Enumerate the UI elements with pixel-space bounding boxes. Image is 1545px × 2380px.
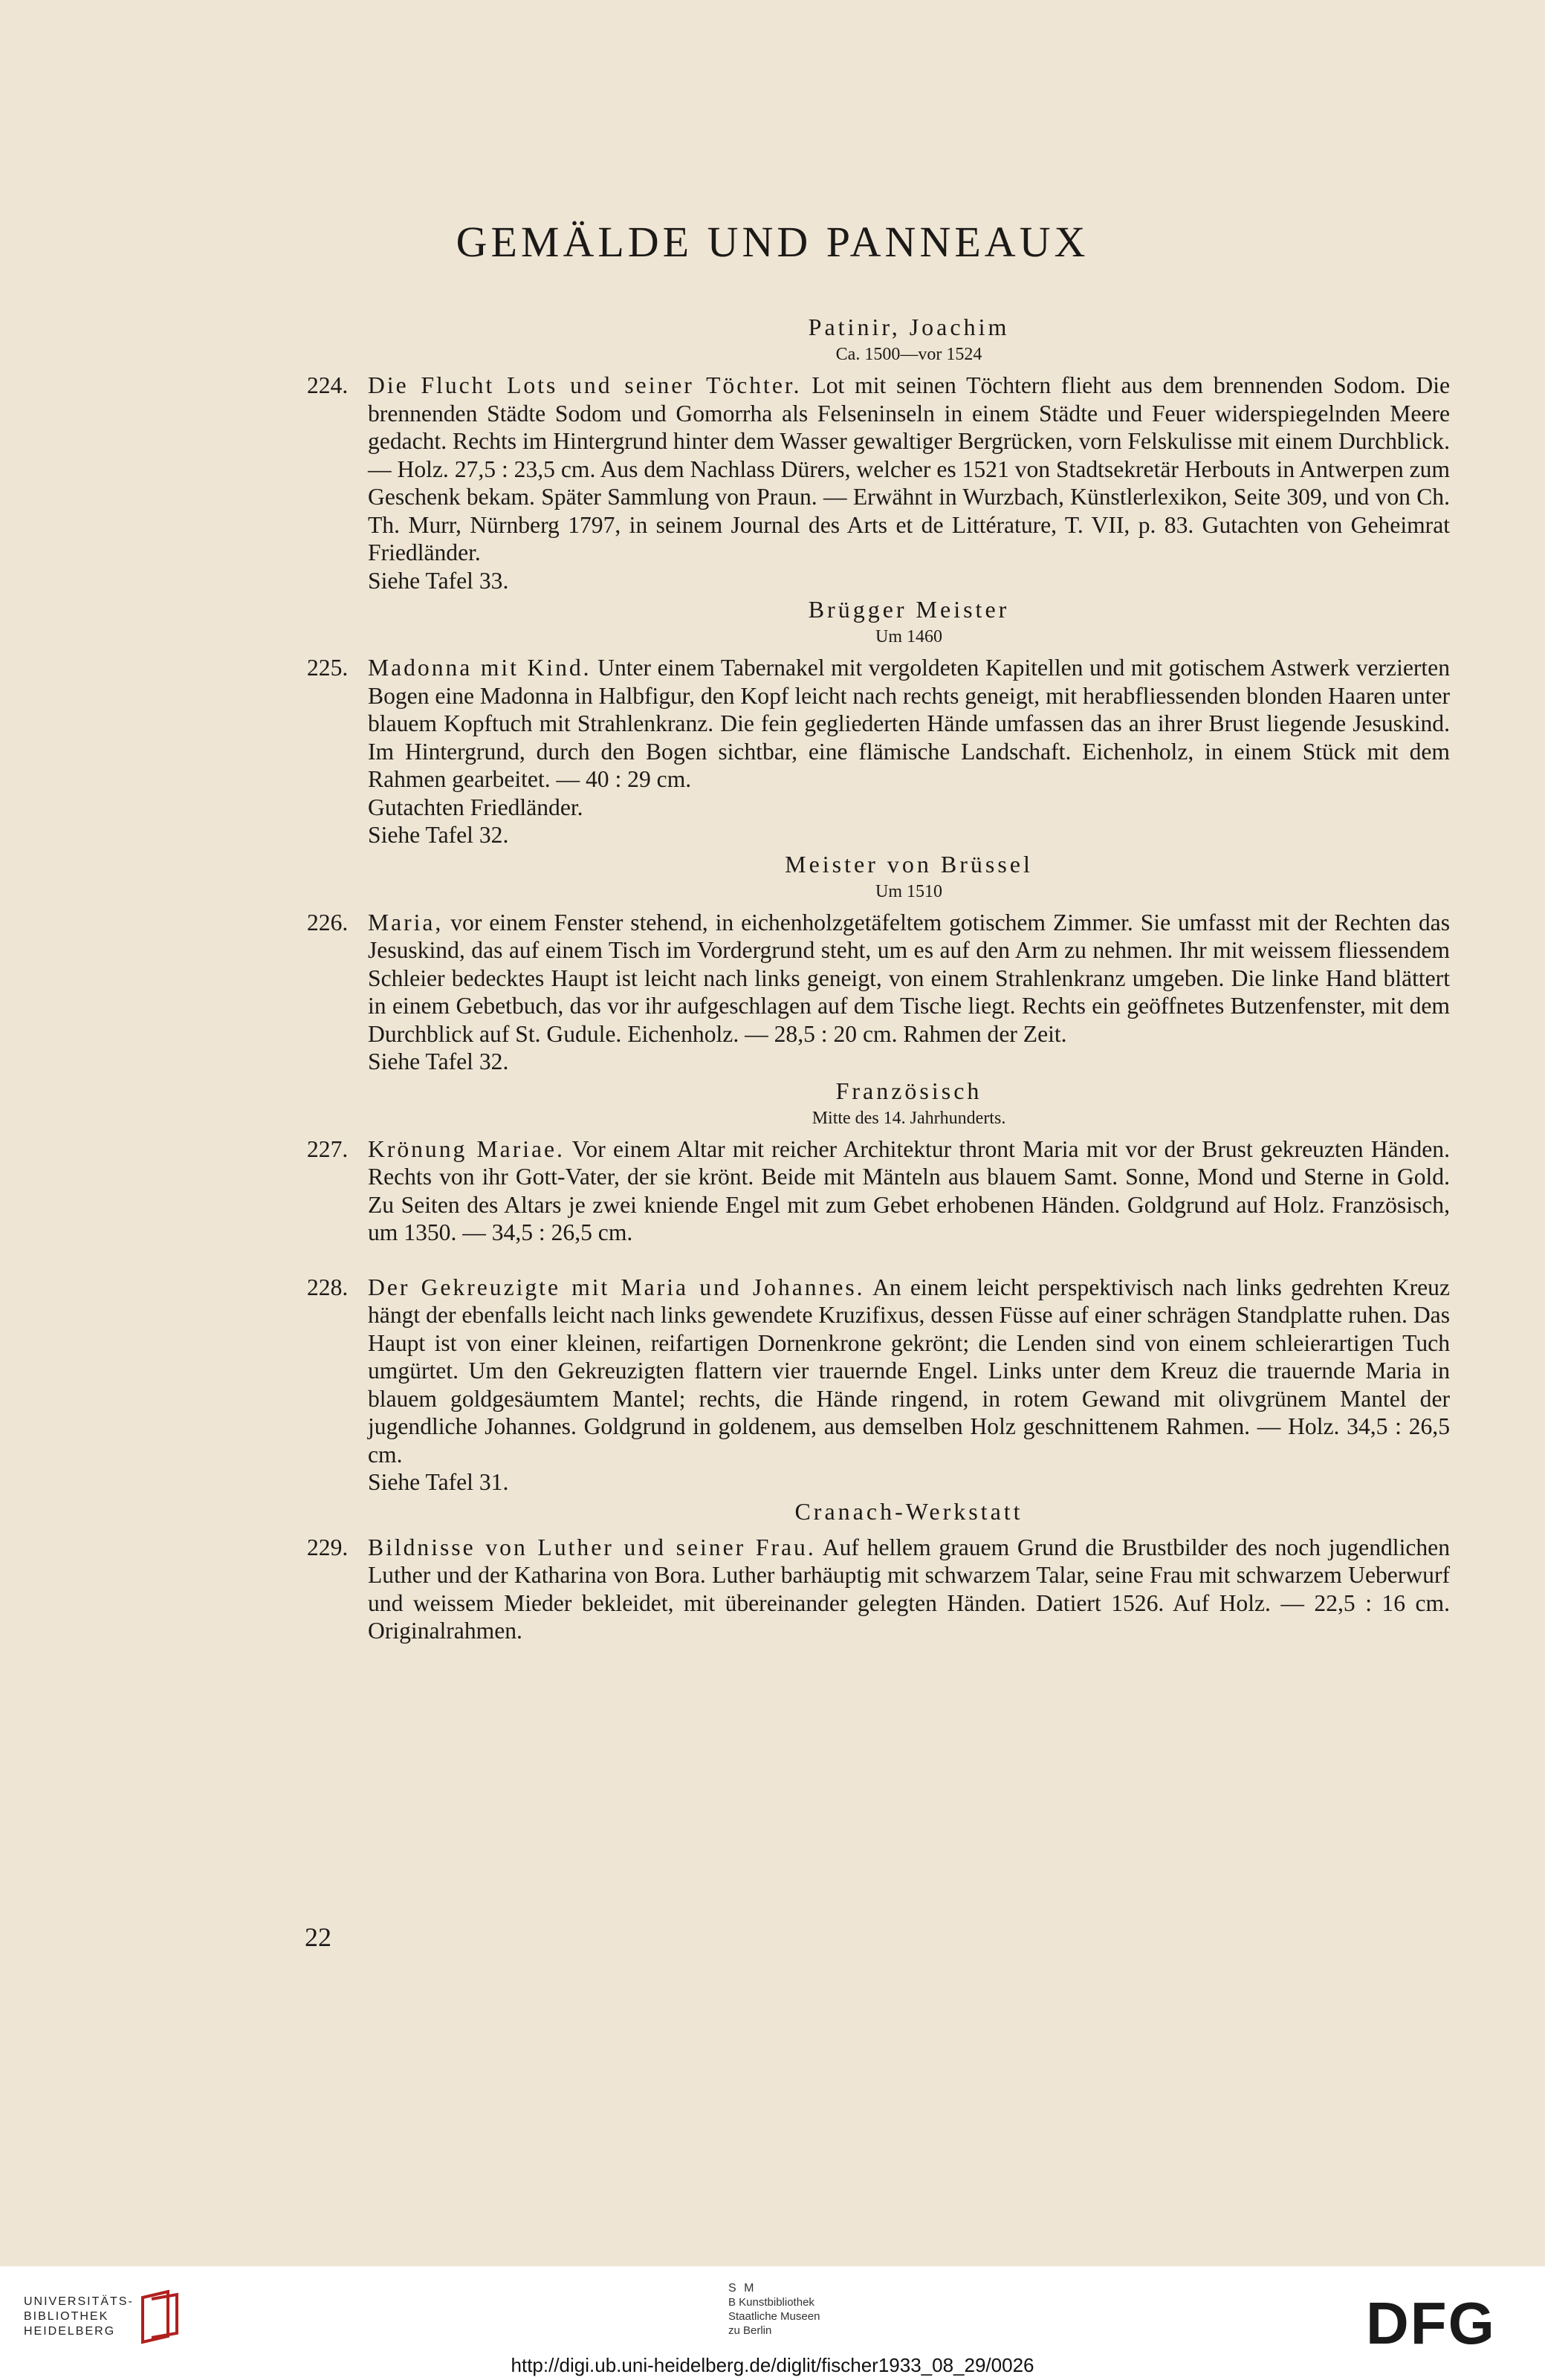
entry-title: Der Gekreuzigte mit Maria und Johannes. xyxy=(368,1274,865,1300)
sm-text-line: B Kunstbibliothek xyxy=(728,2296,814,2309)
catalog-section xyxy=(307,1497,1450,1645)
entry-note: Siehe Tafel 32. xyxy=(368,1048,509,1074)
entry-number: 226. xyxy=(307,909,349,936)
catalog-entry xyxy=(307,1534,1450,1645)
sm-text-line: Staatliche Museen xyxy=(728,2310,820,2323)
artist-name: Meister von Brüssel xyxy=(785,850,1033,878)
catalog-entry xyxy=(307,1274,1451,1469)
catalog-column xyxy=(307,312,1451,1645)
entry-number: 224. xyxy=(307,372,349,398)
dfg-text: DFG xyxy=(1366,2298,1496,2350)
library-emblem-icon xyxy=(138,2289,183,2345)
entry-text: Vor einem Altar mit reicher Architektur thront Maria mit vor der Brust gekreuzten Händen. Rechts von ihr Gott-Vater, der sie krönt. Beide mit Mänteln aus blauem Samt. Sonne, Mond und Sterne in Gold. Zu Seiten des Altars je zwei kniende Engel mit zum Gebet erhobenen Händen. Goldgrund auf Holz. Französisch, um 1350. — 34,5 : 26,5 cm. xyxy=(368,1135,1450,1245)
entry-title: Die Flucht Lots und seiner Töchter. xyxy=(368,372,802,398)
sm-mark: S M xyxy=(728,2282,757,2295)
logo-text-line: UNIVERSITÄTS- xyxy=(24,2295,134,2308)
logo-text-line: HEIDELBERG xyxy=(24,2325,116,2338)
artist-name: Französisch xyxy=(835,1077,982,1104)
catalog-section xyxy=(307,1076,1451,1497)
catalog-entry xyxy=(307,1135,1450,1247)
entry-title: Bildnisse von Luther und seiner Frau. xyxy=(368,1534,816,1560)
entry-number: 229. xyxy=(307,1534,349,1560)
entry-note: Siehe Tafel 31. xyxy=(368,1469,509,1495)
artist-name: Patinir, Joachim xyxy=(808,314,1010,340)
artist-date: Mitte des 14. Jahrhunderts. xyxy=(812,1108,1006,1128)
entry-text: Lot mit seinen Töchtern flieht aus dem brennenden Sodom. Die brennenden Städte Sodom und Gomorrha als Felseninseln in einem Städte und Feuer widerspiegelnden Meere gedacht. Rechts im Hintergrund hinter dem Wasser gewaltiger Bergrücken, vorn Felskulisse mit einem Durchblick. — Holz. 27,5 : 23,5 cm. Aus dem Nachlass Dürers, welcher es 1521 von Stadtsekretär Herbouts in Antwerpen zum Geschenk bekam. Später Sammlung von Praun. — Erwähnt in Wurzbach, Künstlerlexikon, Seite 309, und von Ch. Th. Murr, Nürnberg 1797, in seinem Journal des Arts et de Littérature, T. VII, p. 83. Gutachten von Geheimrat Friedländer. xyxy=(368,372,1451,565)
catalog-entry xyxy=(307,654,1450,794)
catalog-section xyxy=(307,594,1450,849)
page-heading: GEMÄLDE UND PANNEAUX xyxy=(456,218,1089,266)
catalog-section xyxy=(307,312,1451,594)
artist-date: Um 1460 xyxy=(875,627,942,646)
artist-date: Ca. 1500—vor 1524 xyxy=(835,345,982,364)
entry-text: Auf hellem grauem Grund die Brustbilder des noch jugendlichen Luther und der Katharina von Bora. Luther barhäuptig mit schwarzem Talar, seine Frau mit schwarzem Ueberwurf und weissem Mieder bekleidet, mit übereinander gelegten Händen. Datiert 1526. Auf Holz. — 22,5 : 16 cm. Originalrahmen. xyxy=(368,1534,1450,1644)
entry-spacer xyxy=(368,1247,1450,1274)
entry-number: 225. xyxy=(307,655,349,681)
page-number: 22 xyxy=(305,1922,331,1952)
entry-number: 227. xyxy=(307,1135,349,1162)
catalog-section xyxy=(307,849,1450,1076)
entry-title: Madonna mit Kind. xyxy=(368,655,592,681)
artist-date: Um 1510 xyxy=(875,881,942,901)
catalog-entry xyxy=(307,372,1451,567)
entry-note: Siehe Tafel 32. xyxy=(368,822,509,848)
entry-note: Gutachten Friedländer. xyxy=(368,794,583,820)
artist-name: Brügger Meister xyxy=(808,596,1010,623)
entry-text: vor einem Fenster stehend, in eichenholzgetäfeltem gotischem Zimmer. Sie umfasst mit der Rechten das Jesuskind, das auf einem Tisch im Vordergrund steht, um es auf den Arm zu nehmen. Ihr mit weissem fliessendem Schleier bedecktes Haupt ist leicht nach links geneigt, von einem Strahlenkranz umgeben. Die linke Hand blättert in einem Gebetbuch, das vor ihr aufgeschlagen auf dem Tische liegt. Rechts ein geöffnetes Butzenfenster, mit dem Durchblick auf St. Gudule. Eichenholz. — 28,5 : 20 cm. Rahmen der Zeit. xyxy=(368,909,1450,1047)
kunstbibliothek-logo[interactable] xyxy=(728,2281,877,2338)
digitization-footer xyxy=(0,2266,1545,2380)
artist-name: Cranach-Werkstatt xyxy=(794,1497,1023,1525)
source-url[interactable]: http://digi.ub.uni-heidelberg.de/diglit/fischer1933_08_29/0026 xyxy=(511,2354,1034,2376)
logo-text-line: BIBLIOTHEK xyxy=(24,2310,109,2323)
catalog-entry xyxy=(307,909,1450,1048)
sm-text-line: zu Berlin xyxy=(728,2324,772,2337)
dfg-logo[interactable] xyxy=(1366,2298,1522,2350)
entry-note: Siehe Tafel 33. xyxy=(368,567,509,594)
entry-number: 228. xyxy=(307,1274,349,1300)
entry-text: An einem leicht perspektivisch nach links gedrehten Kreuz hängt der ebenfalls leicht nach links gewendete Kruzifixus, dessen Füsse auf einer schrägen Standplatte ruhen. Das Haupt ist von einer kleinen, reifartigen Dornenkrone gekrönt; die Lenden sind von einem schleierartigen Tuch umgürtet. Um den Gekreuzigten flattern vier trauernde Engel. Links unter dem Kreuz die trauernde Maria in blauem goldgesäumtem Mantel; rechts, die Hände ringend, in rotem Gewand mit olivgrünem Mantel der jugendliche Johannes. Goldgrund in goldenem, aus demselben Holz geschnittenem Rahmen. — Holz. 34,5 : 26,5 cm. xyxy=(368,1274,1451,1468)
entry-text: Unter einem Tabernakel mit vergoldeten Kapitellen und mit gotischem Astwerk verzierten Bogen eine Madonna in Halbfigur, den Kopf leicht nach rechts geneigt, mit herabfliessenden blonden Haaren unter blauem Kopftuch mit Strahlenkranz. Die fein gegliederten Hände umfassen das an ihrer Brust liegende Jesuskind. Im Hintergrund, durch den Bogen sichtbar, eine flämische Landschaft. Eichenholz, in einem Stück mit dem Rahmen gearbeitet. — 40 : 29 cm. xyxy=(368,655,1450,792)
entry-title: Maria, xyxy=(368,909,444,936)
entry-title: Krönung Mariae. xyxy=(368,1135,565,1162)
